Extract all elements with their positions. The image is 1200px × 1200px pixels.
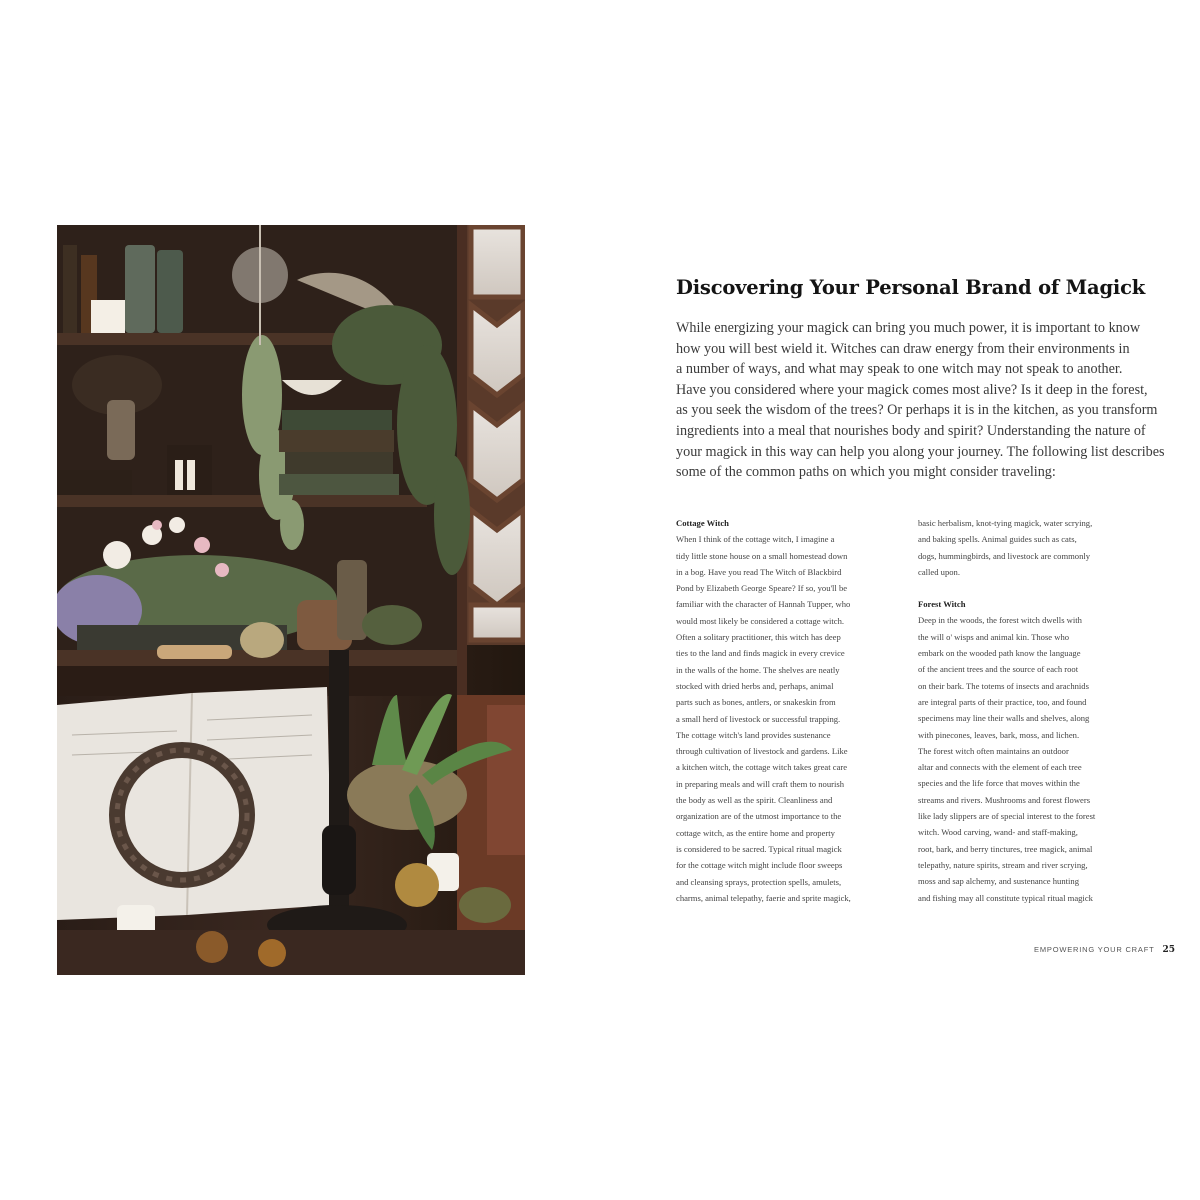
body-line: the will o' wisps and animal kin. Those who (918, 631, 1070, 642)
body-line: stocked with dried herbs and, perhaps, animal (676, 680, 834, 691)
body-line: through cultivation of livestock and gardens. Like (676, 746, 848, 757)
body-line: in a bog. Have you read The Witch of Blackbird (676, 566, 842, 577)
body-line: are integral parts of their practice, too, and found (918, 696, 1087, 707)
intro-line: some of the common paths on which you might consider traveling: (676, 464, 1056, 481)
body-line: a small herd of livestock or successful trapping. (676, 713, 841, 724)
body-line: species and the life force that moves within the (918, 778, 1080, 789)
column-left (676, 515, 884, 906)
intro-line: as you seek the wisdom of the trees? Or perhaps it is in the kitchen, as you transform (676, 402, 1158, 419)
body-line: basic herbalism, knot-tying magick, water scrying, (918, 518, 1093, 528)
column-right (918, 515, 1126, 906)
body-line: moss and sap alchemy, and sustenance hunting (918, 876, 1080, 887)
body-line: of the ancient trees and the source of each root (918, 664, 1079, 675)
body-line: for the cottage witch might include floor sweeps (676, 860, 843, 871)
page-number: 25 (1162, 945, 1175, 955)
intro-paragraph (676, 318, 1165, 483)
page-footer (1010, 945, 1175, 955)
body-line: dogs, hummingbirds, and livestock are commonly (918, 550, 1091, 561)
body-line: like lady slippers are of special interest to the forest (918, 811, 1096, 822)
intro-line: ingredients into a meal that nourishes body and spirit? Understanding the nature of (676, 422, 1146, 439)
body-line: ties to the land and finds magick in every crevice (676, 648, 845, 659)
intro-line: how you will best wield it. Witches can draw energy from their environments in (676, 340, 1130, 357)
body-line: Pond by Elizabeth George Speare? If so, you'll be (676, 583, 848, 594)
body-line: Often a solitary practitioner, this witch has deep (676, 632, 841, 643)
section-heading: Discovering Your Personal Brand of Magick (676, 276, 1146, 299)
body-line: and cleansing sprays, protection spells, amulets, (676, 876, 842, 887)
body-line: the body as well as the spirit. Cleanliness and (676, 795, 833, 806)
body-line: and baking spells. Animal guides such as cats, (918, 534, 1077, 545)
intro-line: While energizing your magick can bring you much power, it is important to know (676, 320, 1141, 336)
body-line: on their bark. The totems of insects and arachnids (918, 680, 1089, 691)
body-line: a kitchen witch, the cottage witch takes great care (676, 762, 848, 773)
subheading-cottage-witch: Cottage Witch (676, 518, 729, 528)
photo-witch-shelf (57, 225, 525, 975)
body-line: is considered to be sacred. Typical ritual magick (676, 843, 842, 854)
body-line: root, bark, and berry tinctures, tree magick, animal (918, 843, 1093, 854)
body-line: The forest witch often maintains an outdoor (918, 745, 1069, 756)
body-line: The cottage witch's land provides sustenance (676, 729, 831, 740)
body-line: cottage witch, as the entire home and property (676, 827, 835, 838)
body-line: charms, animal telepathy, faerie and sprite magick, (676, 892, 851, 903)
shelf-illustration (57, 225, 525, 975)
body-line: familiar with the character of Hannah Tupper, who (676, 599, 851, 610)
body-line: and fishing may all constitute typical ritual magick (918, 892, 1093, 903)
body-line: in preparing meals and will craft them to nourish (676, 778, 845, 789)
subheading-forest-witch: Forest Witch (918, 599, 966, 610)
body-line: called upon. (918, 566, 960, 577)
body-line: in the walls of the home. The shelves are neatly (676, 664, 840, 675)
running-head: EMPOWERING YOUR CRAFT (1034, 945, 1155, 954)
body-line: would most likely be considered a cottage witch. (676, 615, 845, 626)
body-line: tidy little stone house on a small homestead down (676, 550, 848, 561)
body-line: parts such as bones, antlers, or snakeskin from (676, 697, 836, 708)
intro-line: your magick in this way can help you along your journey. The following list describes (676, 443, 1165, 460)
body-line: Deep in the woods, the forest witch dwells with (918, 615, 1082, 626)
body-line: telepathy, nature spirits, stream and river scrying, (918, 859, 1088, 870)
body-line: witch. Wood carving, wand- and staff-making, (918, 827, 1078, 838)
body-line: altar and connects with the element of each tree (918, 762, 1082, 773)
body-line: embark on the wooded path know the language (918, 648, 1081, 659)
body-line: with pinecones, leaves, bark, moss, and lichen. (918, 729, 1080, 740)
paragraph-gap (918, 580, 1126, 596)
body-line: organization are of the utmost importance to the (676, 811, 842, 822)
body-line: specimens may line their walls and shelves, along (918, 713, 1090, 724)
body-line: When I think of the cottage witch, I imagine a (676, 534, 835, 545)
intro-line: Have you considered where your magick comes most alive? Is it deep in the forest, (676, 381, 1148, 398)
intro-line: a number of ways, and what may speak to one witch may not speak to another. (676, 361, 1123, 378)
body-line: streams and rivers. Mushrooms and forest flowers (918, 794, 1091, 805)
